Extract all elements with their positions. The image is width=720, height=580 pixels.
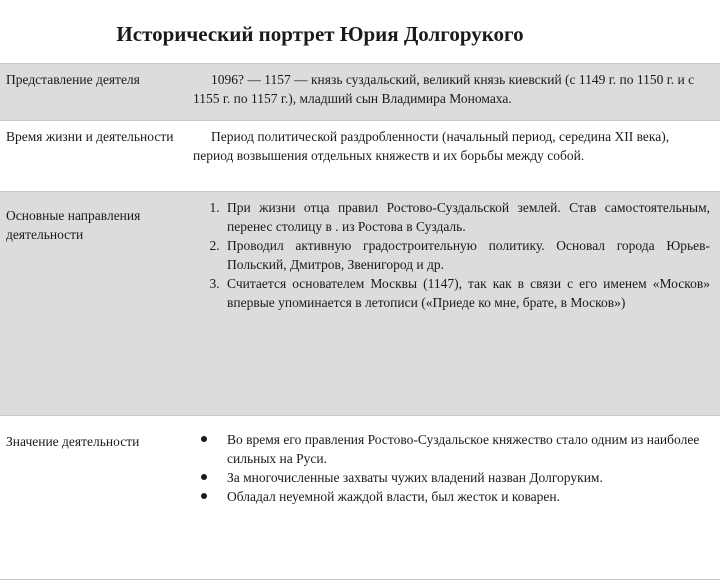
page-title: Исторический портрет Юрия Долгорукого xyxy=(116,22,524,46)
table-row xyxy=(0,192,720,416)
bullet-icon xyxy=(201,493,207,499)
list-item: 3. Считается основателем Москвы (1147), так как в связи с его именем «Москов» впервые упоминается в летописи («Приеде ко мне, брате, в Москов») xyxy=(223,274,710,312)
list-item xyxy=(223,468,710,487)
list-item: 1. При жизни отца правил Ростово-Суздальской землей. Став самостоятельным, перенес столицу в . из Ростова в Суздаль. xyxy=(223,198,710,236)
table-row xyxy=(0,64,720,121)
list-item-text: Во время его правления Ростово-Суздальское княжество стало одним из наиболее сильных на Руси. xyxy=(227,432,700,466)
bullet-icon xyxy=(201,474,207,480)
numbered-list xyxy=(193,198,710,312)
table-row xyxy=(0,416,720,580)
list-item: 2. Проводил активную градостроительную политику. Основал города Юрьев-Польский, Дмитров, Звенигород и др. xyxy=(223,236,710,274)
row-text: Период политической раздробленности (начальный период, середина XII века), период возвышения отдельных княжеств и их борьбы между собой. xyxy=(193,129,670,163)
table-row xyxy=(0,121,720,192)
portrait-table xyxy=(0,63,720,580)
row-label: Представление деятеля xyxy=(0,64,185,121)
list-item xyxy=(223,487,710,506)
row-label: Основные направления деятельности xyxy=(0,192,185,416)
row-content xyxy=(185,192,720,416)
row-label: Значение деятельности xyxy=(0,416,185,580)
row-text: 1096? — 1157 — князь суздальский, великий князь киевский (с 1149 г. по 1150 г. и с 1155 г. по 1157 г.), младший сын Владимира Мономаха. xyxy=(193,72,695,106)
row-label: Время жизни и деятельности xyxy=(0,121,185,192)
bullet-list xyxy=(193,430,710,506)
bullet-icon xyxy=(201,436,207,442)
row-content xyxy=(185,64,720,121)
row-content xyxy=(185,416,720,580)
list-item xyxy=(223,430,710,468)
list-item-text: За многочисленные захваты чужих владений назван Долгоруким. xyxy=(227,470,603,485)
row-content xyxy=(185,121,720,192)
list-item-text: Обладал неуемной жаждой власти, был жесток и коварен. xyxy=(227,489,560,504)
